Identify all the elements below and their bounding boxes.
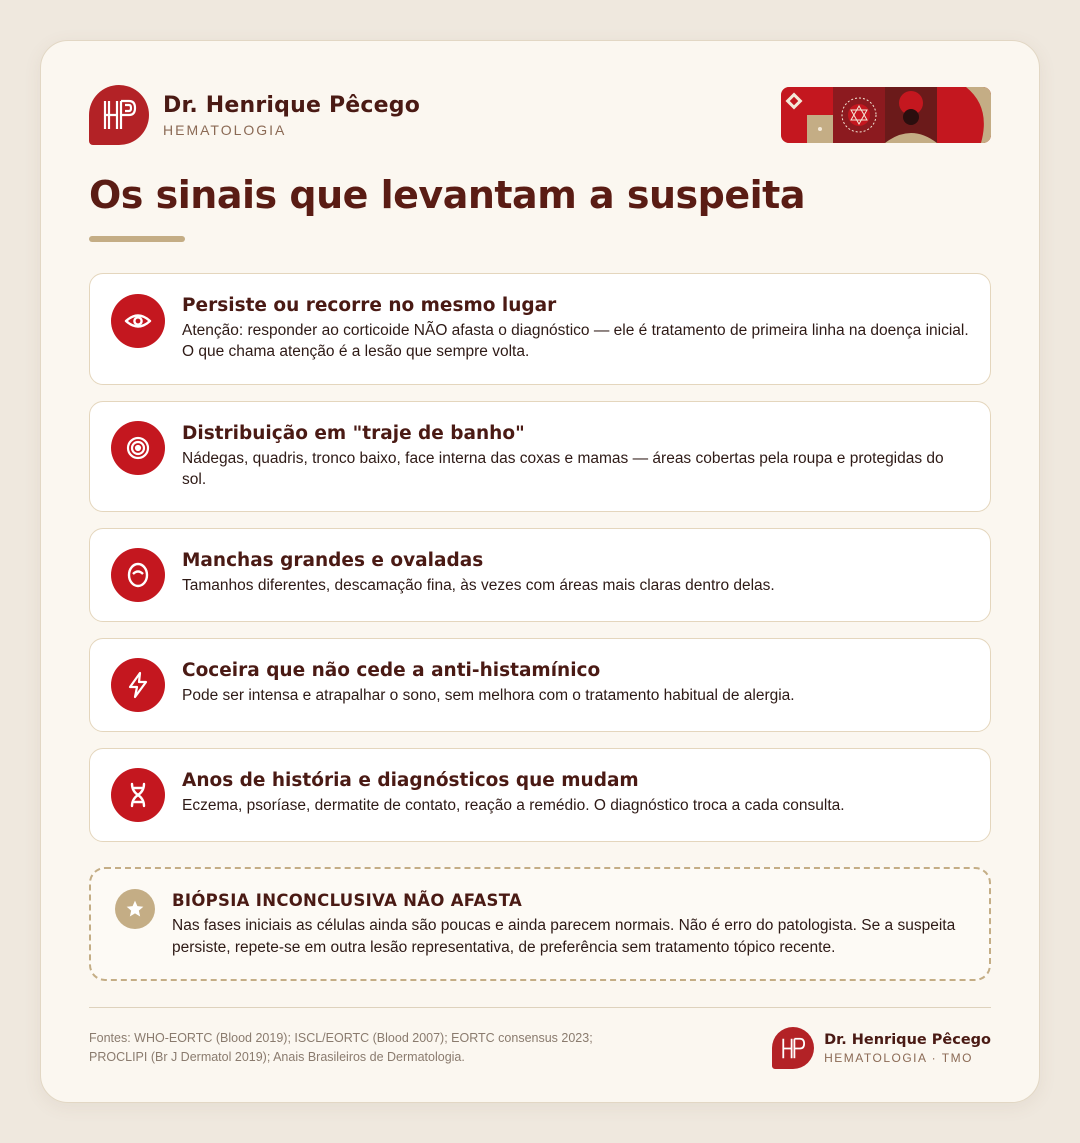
star-icon	[115, 889, 155, 929]
sign-title: Anos de história e diagnósticos que mudam	[182, 770, 639, 791]
footer-specialty: HEMATOLOGIA · TMO	[824, 1050, 973, 1065]
dna-icon	[111, 768, 165, 822]
footer-divider	[89, 1007, 991, 1008]
footer-brand	[772, 1027, 991, 1069]
lightning-icon	[111, 658, 165, 712]
sign-card-distribution	[89, 401, 991, 512]
sign-title: Manchas grandes e ovaladas	[182, 550, 484, 571]
decorative-pattern-icon	[781, 87, 991, 143]
doctor-name: Dr. Henrique Pêcego	[163, 92, 421, 118]
note-title: BIÓPSIA INCONCLUSIVA NÃO AFASTA	[172, 891, 523, 910]
sign-card-history	[89, 748, 991, 842]
biopsy-note	[89, 867, 991, 981]
sign-description: Eczema, psoríase, dermatite de contato, reação a remédio. O diagnóstico troca a cada consulta.	[182, 797, 845, 814]
sources-text: Fontes: WHO-EORTC (Blood 2019); ISCL/EORTC (Blood 2007); EORTC consensus 2023; PROCLIPI (Br J Dermatol 2019); Anais Brasileiros de Dermatologia.	[89, 1031, 593, 1064]
sign-card-recurrence	[89, 273, 991, 385]
sign-description: Pode ser intensa e atrapalhar o sono, sem melhora com o tratamento habitual de alergia.	[182, 687, 795, 704]
sign-card-itch	[89, 638, 991, 732]
sign-title: Distribuição em "traje de banho"	[182, 423, 525, 444]
footer-doctor-name: Dr. Henrique Pêcego	[824, 1031, 991, 1048]
header	[89, 85, 420, 145]
sign-title: Persiste ou recorre no mesmo lugar	[182, 295, 557, 316]
title-underline	[89, 236, 185, 242]
doctor-specialty: HEMATOLOGIA	[163, 121, 287, 138]
sign-description: Nádegas, quadris, tronco baixo, face interna das coxas e mamas — áreas cobertas pela roupa e protegidas do sol.	[182, 450, 944, 488]
note-description: Nas fases iniciais as células ainda são poucas e ainda parecem normais. Não é erro do patologista. Se a suspeita persiste, repete-se em outra lesão representativa, de preferência sem tratamento tópico recente.	[172, 917, 956, 956]
sign-description: Atenção: responder ao corticoide NÃO afasta o diagnóstico — ele é tratamento de primeira linha na doença inicial. O que chama atenção é a lesão que sempre volta.	[182, 322, 969, 360]
logo-hp-icon	[772, 1027, 814, 1069]
eye-icon	[111, 294, 165, 348]
target-icon	[111, 421, 165, 475]
sign-description: Tamanhos diferentes, descamação fina, às vezes com áreas mais claras dentro delas.	[182, 577, 775, 594]
logo-hp-icon	[89, 85, 149, 145]
sign-card-spots	[89, 528, 991, 622]
oval-spot-icon	[111, 548, 165, 602]
infographic-card	[40, 40, 1040, 1103]
page-title: Os sinais que levantam a suspeita	[89, 173, 805, 217]
sign-title: Coceira que não cede a anti-histamínico	[182, 660, 601, 681]
